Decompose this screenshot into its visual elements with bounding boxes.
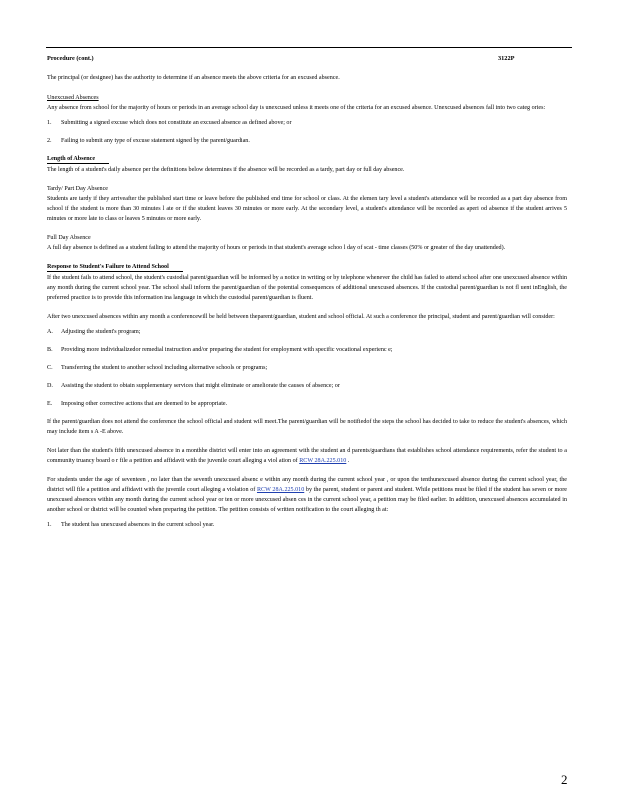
paragraph-text: For students under the age of seventeen , no later than the seventh unexcused absenc e within any month during the current school year , or upon the tenthunexcused absence during the current school year, the district will file a petition and affidavit with the juvenile court alleging a violation of — [47, 477, 567, 493]
length-section — [47, 154, 567, 253]
procedure-header: Procedure (cont.) — [47, 55, 94, 62]
list-item — [47, 399, 567, 409]
list-number: 1. — [47, 522, 52, 528]
paragraph-text: by the parent, student or parent and student. While petitions must be filed if the student has seven or more unexcused absences within any month during the current school year or ten or more unexcused absen ces in the current school year, a petition may be filed earlier. In addition, unexcused absences accumulated in another school or district will be counted when preparing the petition. The petition consists of written notification to the court alleging th at: — [47, 487, 567, 513]
length-heading: Length of Absence — [47, 155, 109, 164]
full-day-heading: Full Day Absence — [47, 235, 91, 241]
paragraph-text: Not later than the student's fifth unexcused absence in a monthhe district will enter into an agreement with the student an d parents/guardians that establishes school attendance requirements, refer the student to a community truancy board o r file a petition and affidavit with the juvenile court alleging a viol ation of — [47, 448, 567, 464]
tardy-heading: Tardy/ Part Day Absence — [47, 186, 108, 192]
header-rule — [46, 47, 572, 48]
rcw-link[interactable]: RCW 28A.225.010 — [256, 487, 305, 493]
length-paragraph: The length of a student's daily absence per the definitions below determines if the absence will be recorded as a tardy, part day or full day absence. — [47, 167, 405, 173]
response-section — [47, 262, 567, 530]
list-item — [47, 327, 567, 337]
list-text: Submitting a signed excuse which does not constitute an excused absence as defined above; or — [61, 120, 292, 126]
full-day-paragraph: A full day absence is defined as a student failing to attend the majority of hours or periods in that student's average schoo l day of scat - time classes (50% or greater of the day unattended). — [47, 245, 506, 251]
response-paragraph-2: After two unexcused absences within any month a conferencewill be held between theparent/guardian, student and school official. At such a conference the principal, student and parent/guardian will consider: — [47, 314, 555, 320]
list-item — [47, 136, 567, 146]
unexcused-section — [47, 93, 567, 146]
intro-paragraph: The principal (or designee) has the authority to determine if an absence meets the above criteria for an excused absence. — [47, 75, 340, 81]
list-text: The student has unexcused absences in the current school year. — [61, 522, 215, 528]
unexcused-heading: Unexcused Absences — [47, 95, 99, 101]
list-item — [47, 520, 567, 530]
list-text: Transferring the student to another school including alternative schools or programs; — [61, 365, 268, 371]
unexcused-paragraph: Any absence from school for the majority of hours or periods in an average school day is unexcused unless it meets one of the criteria for an excused absence. Unexcused absences fall into two categ ories: — [47, 105, 546, 111]
response-paragraph-1: If the student fails to attend school, the student's custodial parent/guardian will be informed by a notice in writing or by telephone whenever the child has failed to attend school after one unexcused absence within any month during the current school year. The school shall inform the parent/guardian of the potential consequences of additional unexcused absences. If the custodial parent/guardian is not fl uent inEnglish, the preferred practice is to provide this information ina language in which the custodial parent/guardian is fluent. — [47, 275, 567, 301]
list-text: Imposing other corrective actions that are deemed to be appropriate. — [61, 401, 228, 407]
list-text: Adjusting the student's program; — [61, 329, 141, 335]
list-letter: E. — [47, 401, 53, 407]
list-item — [47, 363, 567, 373]
list-letter: A. — [47, 329, 53, 335]
list-number: 2. — [47, 138, 52, 144]
response-heading: Response to Student's Failure to Attend School — [47, 263, 183, 272]
paragraph-text: . — [346, 458, 350, 464]
list-item — [47, 345, 567, 355]
list-text: Providing more individualizedor remedial instruction and/or preparing the student for employment with specific vocational experienc e; — [61, 347, 393, 353]
response-paragraph-4 — [47, 446, 567, 466]
list-letter: B. — [47, 347, 53, 353]
list-letter: D. — [47, 383, 53, 389]
response-paragraph-5 — [47, 475, 567, 515]
rcw-link[interactable]: RCW 28A.225.010 — [299, 458, 347, 464]
list-text: Assisting the student to obtain supplementary services that might eliminate or ameliorate the causes of absence; or — [61, 383, 340, 389]
document-body — [47, 73, 567, 538]
response-paragraph-3: If the parent/guardian does not attend the conference the school official and student will meet.The parent/guardian will be notifiedof the steps the school has decided to take to reduce the student's absences, which may include item s A -E above. — [47, 419, 567, 435]
list-text: Failing to submit any type of excuse statement signed by the parent/guardian. — [61, 138, 250, 144]
policy-number: 3122P — [498, 55, 515, 62]
list-letter: C. — [47, 365, 53, 371]
list-item — [47, 381, 567, 391]
list-number: 1. — [47, 120, 52, 126]
tardy-paragraph: Students are tardy if they arriveafter the published start time or leave before the published end time for school or class. At the elemen tary level a student's attendance will be recorded as a part day absence from school if the student is more than 30 minutes l ate or if the student leaves 30 minutes or more early. At the secondary level, a student's attendance will be recorded as aperi od absence if the student arrives 5 minutes or more late to class or leaves 5 minutes or more early. — [47, 196, 567, 222]
list-item — [47, 118, 567, 128]
page-number: 2 — [561, 772, 568, 787]
